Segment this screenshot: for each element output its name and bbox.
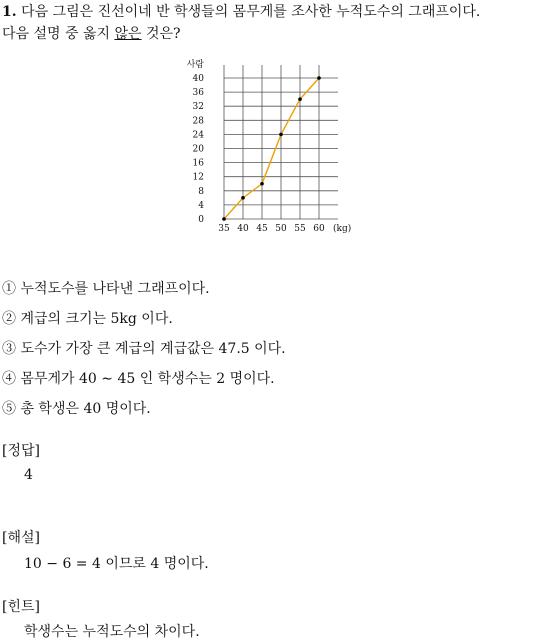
question-text-underlined: 않은 bbox=[114, 26, 142, 42]
choice-1: ① 누적도수를 나타낸 그래프이다. bbox=[2, 281, 210, 297]
y-axis-label: 사람 bbox=[186, 60, 204, 70]
data-point bbox=[317, 76, 321, 80]
answer-label: [정답] bbox=[2, 443, 40, 459]
y-tick-label: 24 bbox=[192, 130, 204, 141]
x-tick-label: 45 bbox=[256, 224, 268, 234]
y-tick-label: 12 bbox=[192, 172, 204, 183]
x-tick-label: 35 bbox=[218, 224, 230, 234]
question-text-2a: 다음 설명 중 옳지 bbox=[2, 26, 115, 42]
answer-value: 4 bbox=[24, 467, 33, 483]
choice-2: ② 계급의 크기는 5kg 이다. bbox=[2, 311, 173, 327]
x-tick-label: 40 bbox=[237, 224, 249, 234]
y-tick-label: 20 bbox=[192, 144, 204, 155]
x-axis-label: (kg) bbox=[333, 224, 352, 234]
y-tick-label: 28 bbox=[192, 116, 204, 127]
hint-text: 학생수는 누적도수의 차이다. bbox=[24, 624, 200, 640]
choice-3: ③ 도수가 가장 큰 계급의 계급값은 47.5 이다. bbox=[2, 341, 286, 357]
data-point bbox=[222, 217, 226, 221]
choice-4: ④ 몸무게가 40 ∼ 45 인 학생수는 2 명이다. bbox=[2, 371, 275, 387]
data-point bbox=[260, 182, 264, 186]
y-tick-label: 4 bbox=[198, 200, 204, 211]
x-tick-label: 60 bbox=[313, 224, 325, 234]
question-number: 1. bbox=[2, 4, 17, 20]
data-point bbox=[279, 133, 283, 137]
question-text-1: 다음 그림은 진선이네 반 학생들의 몸무게를 조사한 누적도수의 그래프이다. bbox=[21, 4, 481, 20]
y-tick-label: 32 bbox=[192, 102, 204, 113]
data-point bbox=[298, 97, 302, 101]
y-tick-label: 0 bbox=[198, 215, 204, 225]
explanation-text: 10 − 6 = 4 이므로 4 명이다. bbox=[24, 556, 209, 572]
choice-5: ⑤ 총 학생은 40 명이다. bbox=[2, 401, 151, 417]
y-tick-label: 8 bbox=[198, 186, 204, 197]
y-tick-label: 36 bbox=[192, 88, 204, 99]
hint-label: [힌트] bbox=[2, 599, 40, 615]
question-text-2b: 것은? bbox=[141, 26, 181, 42]
cumulative-frequency-chart bbox=[0, 0, 534, 250]
data-point bbox=[241, 196, 245, 200]
x-tick-label: 50 bbox=[275, 224, 287, 234]
x-tick-label: 55 bbox=[294, 224, 306, 234]
y-tick-label: 16 bbox=[192, 158, 204, 169]
y-tick-label: 40 bbox=[192, 74, 204, 84]
explanation-label: [해설] bbox=[2, 530, 40, 546]
